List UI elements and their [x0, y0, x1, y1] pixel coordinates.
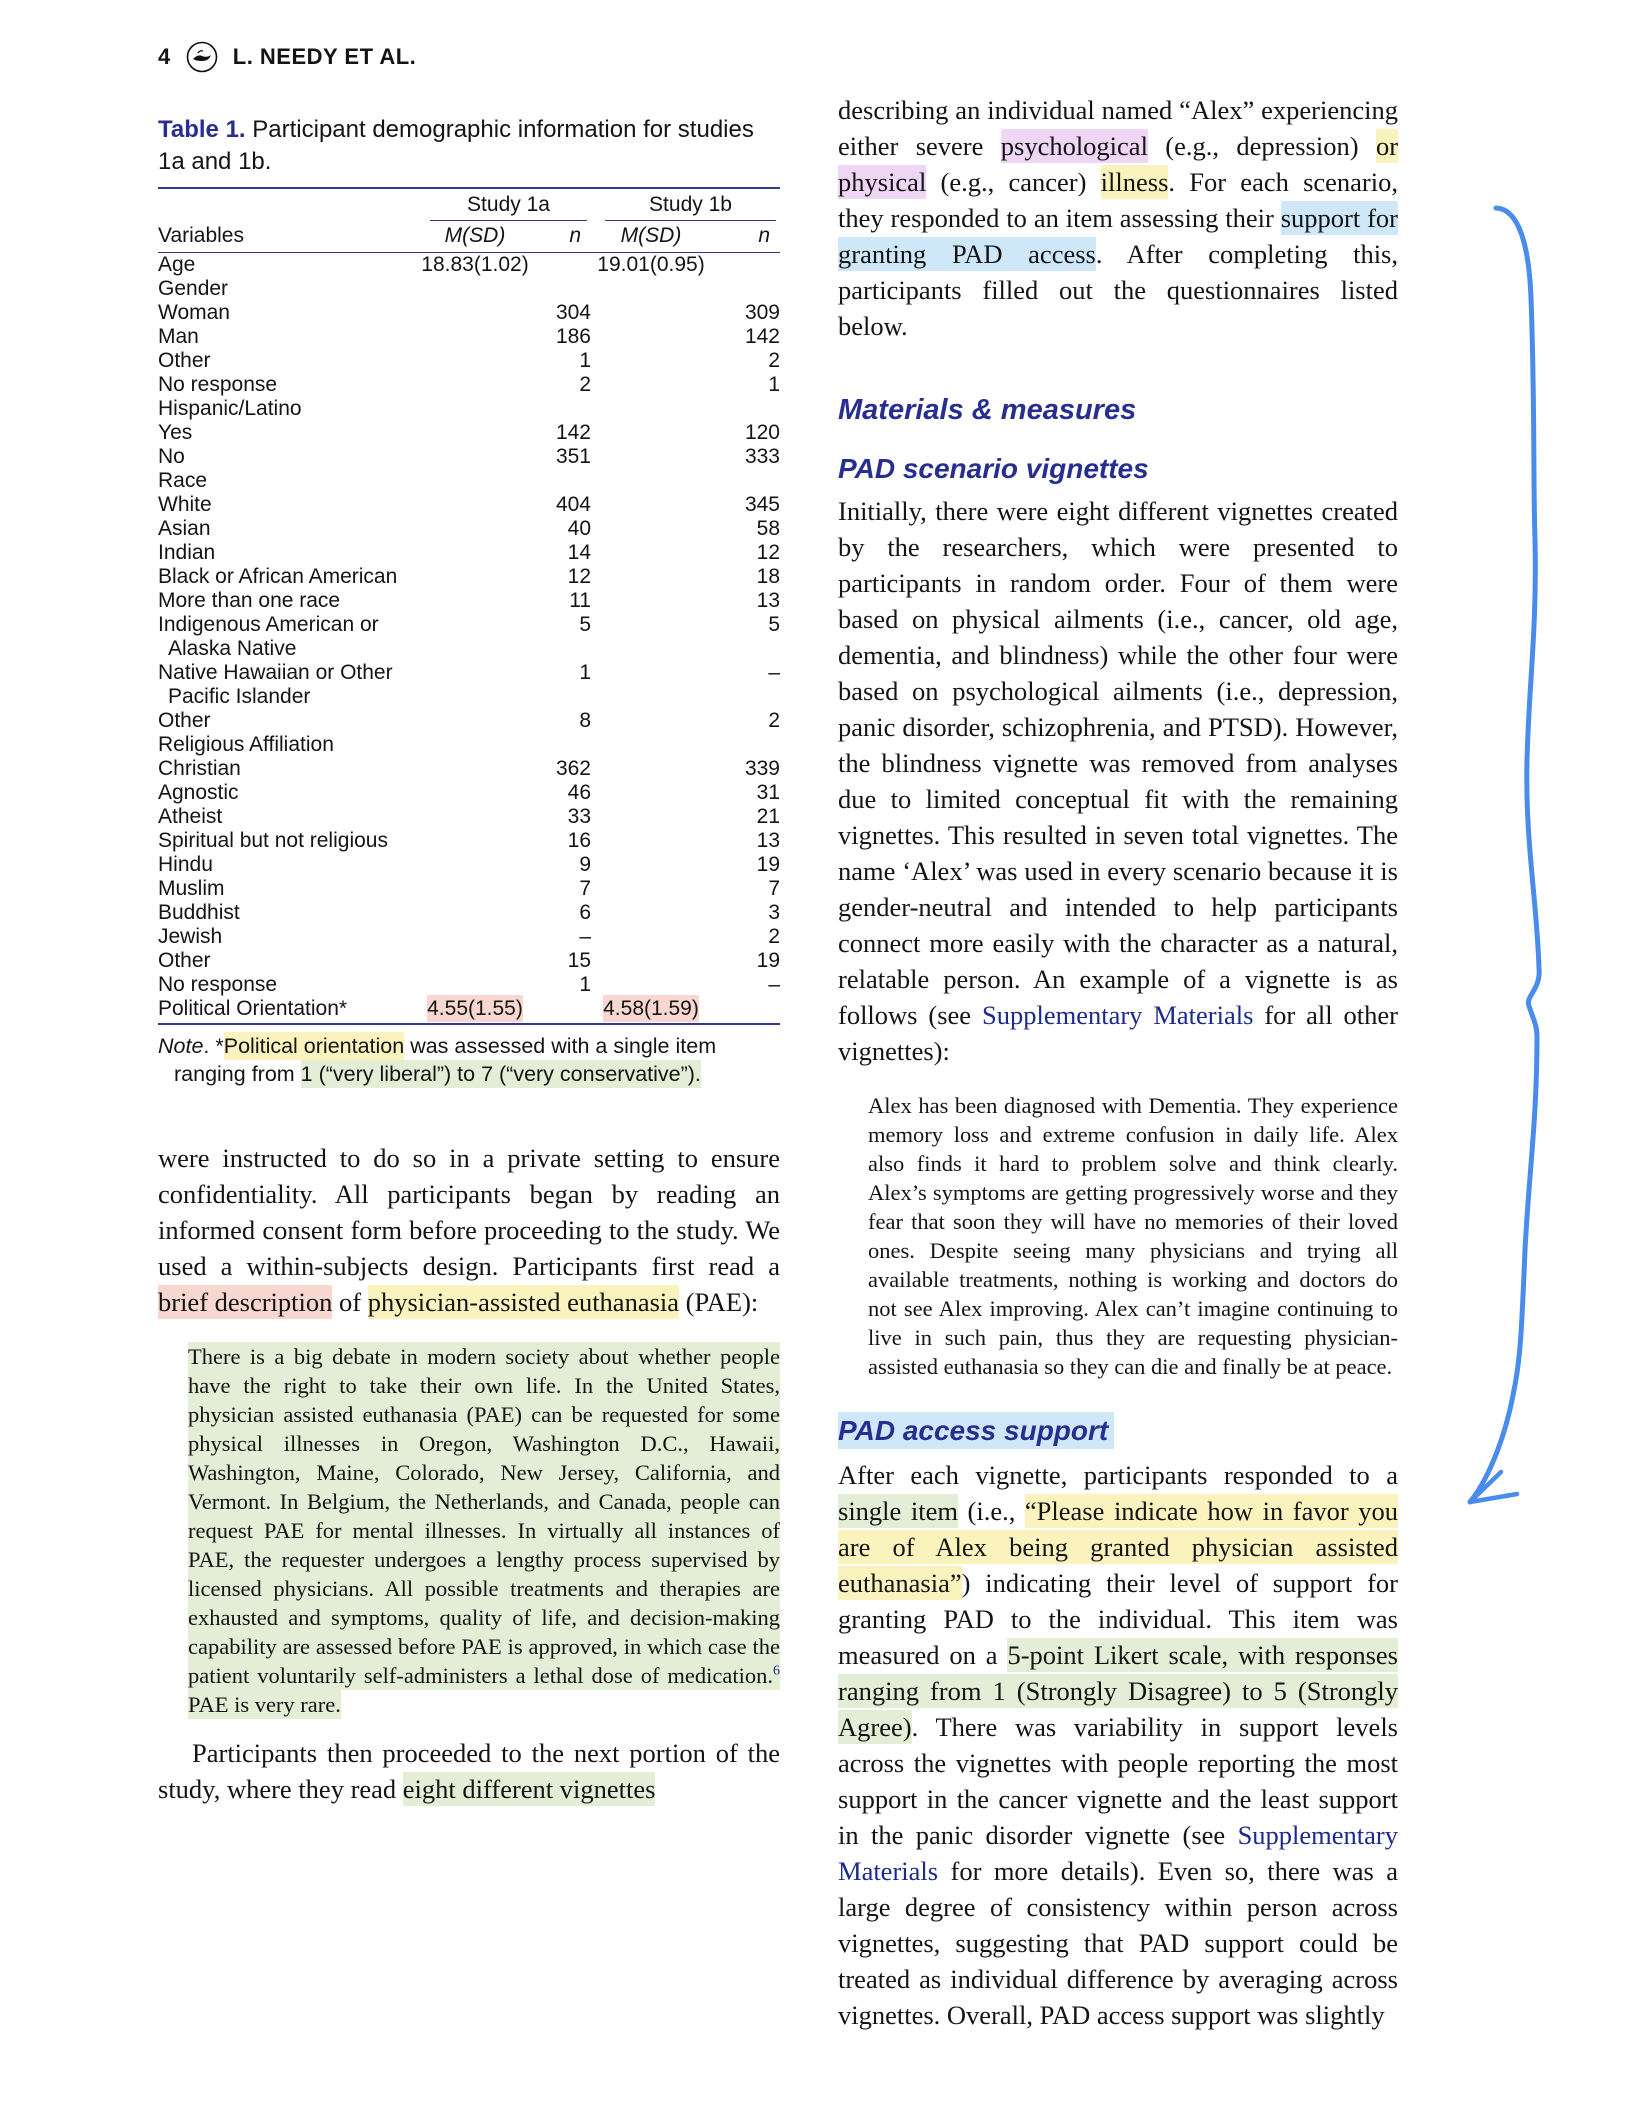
text-segment: Participants then proceeded to the next portion of the study, where they read — [158, 1738, 780, 1805]
italic-text: Note — [158, 1034, 204, 1059]
page-number: 4 — [158, 44, 171, 69]
demographics-table — [158, 187, 780, 1025]
table-row — [158, 925, 780, 949]
highlight-purple — [1001, 129, 1148, 163]
subsection-heading-pad-scenario-vignettes: PAD scenario vignettes — [838, 453, 1149, 484]
cell-variable: Religious Affiliation — [158, 733, 334, 757]
cell-msd-1b — [591, 973, 711, 997]
cell-n-1a: 304 — [555, 301, 591, 325]
cell-msd-1a — [416, 349, 534, 373]
cell-msd-1a — [416, 613, 534, 661]
cell-variable: Gender — [158, 277, 229, 301]
cell-n-1b: 58 — [756, 517, 780, 541]
highlight-purple — [838, 165, 926, 199]
alex-dementia-vignette-quote — [868, 1091, 1398, 1381]
text-segment: physical — [838, 167, 927, 197]
cell-n-1b: 12 — [756, 541, 780, 565]
table-row — [158, 661, 780, 709]
text-segment: . After completing this, participants filled out the questionnaires listed below. — [838, 239, 1398, 341]
procedure-paragraph — [158, 1140, 780, 1320]
table-row — [158, 781, 780, 805]
cell-n-1a: 351 — [555, 445, 591, 469]
cell-n-1b: 345 — [744, 493, 780, 517]
text-segment: . * — [203, 1034, 224, 1059]
cell-msd-1a — [416, 805, 534, 829]
cell-n-1a: – — [579, 925, 591, 949]
cell-msd-1a — [416, 301, 534, 325]
table-row — [158, 301, 780, 325]
text-segment: . There was variability in support levels across the vignettes with people reporting the most support in the cancer vignette and the least support in the panic disorder vignette (see — [838, 1712, 1398, 1850]
cell-variable: Black or African American — [158, 565, 398, 589]
cell-n-1b: 13 — [756, 829, 780, 853]
cell-n-1a: 1 — [579, 973, 591, 997]
text-segment: (PAE): — [679, 1287, 759, 1318]
cell-n-1a: 1 — [579, 661, 591, 685]
highlight-green — [773, 1661, 780, 1690]
cell-msd-1a — [416, 949, 534, 973]
column-group-study-1b: Study 1b — [605, 193, 776, 221]
cell-variable: Woman — [158, 301, 230, 325]
cell-variable: Muslim — [158, 877, 225, 901]
cell-variable: Asian — [158, 517, 211, 541]
text-segment: physician-assisted euthanasia — [367, 1287, 680, 1318]
cell-n-1b: 120 — [744, 421, 780, 445]
cell-variable: No — [158, 445, 185, 469]
cell-msd-1b — [591, 901, 711, 925]
text-segment: “Please indicate how in favor you are of Alex being granted physician assisted euthanasia” — [838, 1496, 1398, 1598]
cell-msd-1a — [416, 757, 534, 781]
table-row — [158, 397, 780, 421]
cell-msd-1a — [416, 973, 534, 997]
table-header — [158, 188, 780, 253]
cell-n-1b: 2 — [768, 349, 780, 373]
cell-n-1a: 7 — [579, 877, 591, 901]
cell-variable: Agnostic — [158, 781, 239, 805]
cell-n-1b: 2 — [768, 709, 780, 733]
cell-msd-1a — [416, 853, 534, 877]
table-row — [158, 541, 780, 565]
cell-variable: More than one race — [158, 589, 341, 613]
cell-msd-1a — [416, 565, 534, 589]
cell-n-1a: 5 — [579, 613, 591, 637]
text-segment: Participant demographic information for studies 1a and 1b. — [158, 116, 754, 175]
table-row — [158, 877, 780, 901]
cell-msd-1b — [591, 301, 711, 325]
cell-variable: Indian — [158, 541, 216, 565]
cell-n-1b — [711, 397, 780, 421]
cell-n-1b: 18 — [756, 565, 780, 589]
text-segment: ) indicating their level of support for granting PAD to the individual. This item was measured on a — [838, 1568, 1398, 1670]
cell-msd-1a — [416, 829, 534, 853]
text-segment: 5-point Likert scale, with responses ranging from 1 (Strongly Disagree) to 5 (Strongly Agree) — [838, 1640, 1398, 1742]
cell-n-1a: 16 — [567, 829, 591, 853]
cell-n-1b: 339 — [744, 757, 780, 781]
table-row — [158, 901, 780, 925]
cell-n-1b: 19 — [756, 949, 780, 973]
cell-msd-1b — [591, 421, 711, 445]
text-segment: 1 (“very liberal”) to 7 (“very conservative”). — [300, 1061, 701, 1086]
cell-n-1b: – — [768, 973, 780, 997]
cell-msd-1b — [591, 949, 711, 973]
text-segment: of — [332, 1287, 368, 1318]
cell-msd-1b — [591, 445, 711, 469]
pad-access-support-paragraph — [838, 1457, 1398, 2033]
table-row — [158, 517, 780, 541]
text-segment: were instructed to do so in a private setting to ensure confidentiality. All participants began by reading an informed consent form before proceeding to the study. We used a within-subjects design. Participants first read a — [158, 1143, 780, 1282]
cell-msd-1b — [591, 733, 711, 757]
cell-variable: Atheist — [158, 805, 223, 829]
cell-msd-1b — [591, 469, 711, 493]
cell-n-1a: 12 — [567, 565, 591, 589]
table-row — [158, 709, 780, 733]
cell-n-1a: 33 — [567, 805, 591, 829]
cell-variable: Native Hawaiian or Other Pacific Islander — [158, 661, 393, 709]
highlight-green — [188, 1690, 341, 1719]
cell-msd-1b — [591, 829, 711, 853]
cell-msd-1b — [591, 781, 711, 805]
transition-paragraph — [158, 1735, 780, 1807]
cell-variable: Hindu — [158, 853, 213, 877]
cell-n-1b: 13 — [756, 589, 780, 613]
cell-msd-1a — [416, 997, 534, 1024]
highlight-pink — [158, 1285, 332, 1319]
cell-msd-1a: 18.83(1.02) — [421, 253, 529, 277]
cell-msd-1a — [416, 541, 534, 565]
cell-n-1a: 46 — [567, 781, 591, 805]
highlight-yellow: Political Orientation* — [158, 997, 416, 1021]
text-segment: single item — [838, 1496, 958, 1526]
cell-msd-1a — [416, 901, 534, 925]
cell-variable: No response — [158, 373, 278, 397]
footnote-ref[interactable]: 6 — [773, 1663, 780, 1679]
cell-n-1a: 186 — [555, 325, 591, 349]
cell-msd-1a — [416, 493, 534, 517]
text-segment: (i.e., — [957, 1496, 1025, 1526]
cell-n-1a: 14 — [567, 541, 591, 565]
cell-variable: No response — [158, 973, 278, 997]
table-row — [158, 277, 780, 301]
subsection-heading-pad-access-support: PAD access support — [838, 1415, 1398, 1447]
cell-variable: Other — [158, 349, 211, 373]
column-header-msd-1a: M(SD) — [416, 221, 534, 253]
text-segment: (e.g., depression) — [1147, 131, 1376, 161]
table-row — [158, 253, 780, 278]
text-segment: brief description — [158, 1287, 333, 1318]
text-segment: After each vignette, participants responded to a — [838, 1460, 1398, 1490]
cell-msd-1b — [591, 277, 711, 301]
cell-msd-1b — [591, 565, 711, 589]
highlight-yellow — [1101, 165, 1169, 199]
table-row — [158, 349, 780, 373]
text-segment: There is a big debate in modern society about whether people have the right to take their own life. In the United States, physician assisted euthanasia (PAE) can be requested for some physical illnesses in Oregon, Washington D.C., Hawaii, Washington, Maine, Colorado, New Jersey, California, and Vermont. In Belgium, the Netherlands, and Canada, people can request PAE for mental illnesses. In virtually all instances of PAE, the requester undergoes a lengthy process supervised by licensed physicians. All possible treatments and therapies are exhausted and symptoms, quality of life, and decision-making capability are assessed before PAE is approved, in which case the patient voluntarily self-administers a lethal dose of medication. — [188, 1344, 780, 1689]
table-note — [158, 1033, 780, 1088]
table-body — [158, 253, 780, 1025]
section-heading-materials-measures: Materials & measures — [838, 394, 1137, 426]
publisher-logo-icon — [185, 40, 219, 74]
cell-n-1b: 142 — [744, 325, 780, 349]
running-head-authors: L. NEEDY ET AL. — [232, 44, 417, 69]
cell-msd-1a — [416, 445, 534, 469]
cell-msd-1a — [416, 277, 534, 301]
cell-msd-1b — [591, 589, 711, 613]
cell-msd-1a — [416, 661, 534, 709]
cell-variable: Christian — [158, 757, 241, 781]
cell-msd-1a — [416, 709, 534, 733]
cell-n-1b: 3 — [768, 901, 780, 925]
vignette-intro-paragraph — [838, 92, 1398, 344]
text-segment: support for granting PAD access — [838, 203, 1398, 269]
text-segment: illness — [1100, 167, 1169, 197]
highlight-yellow — [1376, 129, 1398, 163]
right-column — [838, 84, 1398, 2033]
pae-description-quote — [188, 1342, 780, 1719]
cell-n-1b: 2 — [768, 925, 780, 949]
table-row — [158, 589, 780, 613]
text-segment: describing an individual named “Alex” experiencing either severe — [838, 95, 1398, 161]
highlight-green — [403, 1772, 656, 1806]
cell-n-1a: 2 — [579, 373, 591, 397]
cell-variable: White — [158, 493, 212, 517]
cell-msd-1b — [591, 925, 711, 949]
table-row — [158, 733, 780, 757]
text-segment: for all other vignettes): — [838, 1000, 1398, 1066]
cell-n-1b: 333 — [744, 445, 780, 469]
highlight-yellow — [368, 1285, 679, 1319]
cell-variable: Spiritual but not religious — [158, 829, 388, 853]
left-column — [158, 84, 780, 2033]
cell-variable: Other — [158, 709, 211, 733]
table-row — [158, 829, 780, 853]
cell-variable: Hispanic/Latino — [158, 397, 302, 421]
cell-n-1b: 31 — [756, 781, 780, 805]
cell-n-1a: 15 — [567, 949, 591, 973]
text-segment: eight different vignettes — [402, 1774, 656, 1805]
cell-msd-1b — [591, 805, 711, 829]
cell-n-1a: 404 — [555, 493, 591, 517]
cell-variable: Age — [158, 253, 196, 277]
cell-msd-1a — [416, 781, 534, 805]
cell-msd-1a — [416, 517, 534, 541]
cell-msd-1b — [591, 325, 711, 349]
cell-variable: Indigenous American or Alaska Native — [158, 613, 379, 661]
cell-variable: Man — [158, 325, 199, 349]
column-header-n-1a: n — [534, 221, 591, 253]
text-segment: psychological — [1000, 131, 1148, 161]
cell-msd-1b — [591, 853, 711, 877]
cell-variable — [158, 997, 416, 1024]
cell-msd-1b — [591, 493, 711, 517]
cell-msd-1b — [591, 877, 711, 901]
cell-msd-1b: 19.01(0.95) — [597, 253, 705, 277]
caption-label: Table 1. — [158, 116, 246, 143]
cell-msd-1a — [416, 421, 534, 445]
table-row — [158, 469, 780, 493]
cell-msd-1a — [416, 469, 534, 493]
cell-msd-1b — [591, 517, 711, 541]
cell-variable: Jewish — [158, 925, 223, 949]
cell-msd-1a — [416, 877, 534, 901]
cell-msd-1a — [416, 373, 534, 397]
table-row — [158, 493, 780, 517]
table-row — [158, 973, 780, 997]
highlight-yellow — [224, 1032, 404, 1060]
cell-n-1a — [534, 997, 591, 1024]
table-row — [158, 445, 780, 469]
cell-n-1a: 6 — [579, 901, 591, 925]
cell-msd-1b — [591, 349, 711, 373]
text-segment: PAE is very rare. — [188, 1692, 341, 1718]
cell-msd-1a — [416, 325, 534, 349]
table-row — [158, 949, 780, 973]
cell-n-1b: 19 — [756, 853, 780, 877]
cell-n-1b: 309 — [744, 301, 780, 325]
highlight-pink: 4.55(1.55) — [427, 997, 523, 1021]
cell-msd-1b — [591, 757, 711, 781]
table-row — [158, 373, 780, 397]
running-header — [158, 40, 416, 74]
cell-n-1a — [534, 733, 591, 757]
cell-msd-1a — [416, 925, 534, 949]
cell-n-1b — [711, 733, 780, 757]
vignettes-paragraph — [838, 493, 1398, 1069]
text-segment: Alex has been diagnosed with Dementia. They experience memory loss and extreme confusion in daily life. Alex also finds it hard to problem solve and think clearly. Alex’s symptoms are getting progressively worse and they fear that soon they will have no memories of their loved ones. Despite seeing many physicians and trying all available treatments, nothing is working and doctors do not see Alex improving. Alex can’t imagine continuing to live in such pain, thus they are requesting physician-assisted euthanasia so they can die and finally be at peace. — [868, 1093, 1398, 1379]
highlight-green — [188, 1342, 780, 1690]
cell-n-1a: 362 — [555, 757, 591, 781]
cell-n-1b — [711, 997, 780, 1024]
cell-n-1b: – — [768, 661, 780, 685]
cell-msd-1b — [591, 541, 711, 565]
text-segment: Political orientation — [223, 1034, 405, 1059]
cell-n-1a — [534, 469, 591, 493]
cell-msd-1b — [591, 373, 711, 397]
cell-n-1a: 9 — [579, 853, 591, 877]
table-row — [158, 613, 780, 661]
cell-msd-1a — [416, 589, 534, 613]
cell-variable: Buddhist — [158, 901, 240, 925]
supplementary-materials-link[interactable]: Supplementary Materials — [981, 1000, 1254, 1030]
cell-n-1b: 1 — [768, 373, 780, 397]
cell-msd-1b — [591, 997, 711, 1024]
cell-msd-1a — [416, 733, 534, 757]
cell-n-1b: 5 — [768, 613, 780, 637]
table-row — [158, 421, 780, 445]
table-caption — [158, 114, 780, 177]
table-row — [158, 325, 780, 349]
spanner-empty-cell — [158, 188, 416, 221]
column-header-msd-1b: M(SD) — [591, 221, 711, 253]
column-group-study-1a: Study 1a — [430, 193, 587, 221]
cell-n-1a: 142 — [555, 421, 591, 445]
column-header-variables: Variables — [158, 221, 416, 253]
supplementary-materials-link[interactable]: Supplementary Materials — [838, 1820, 1398, 1886]
cell-n-1b — [711, 277, 780, 301]
cell-msd-1b — [591, 397, 711, 421]
text-segment: Initially, there were eight different vignettes created by the researchers, which were presented to participants in random order. Four of them were based on physical ailments (i.e., cancer, old age, dementia, and blindness) while the other four were based on psychological ailments (i.e., depression, panic disorder, schizophrenia, and PTSD). However, the blindness vignette was removed from analyses due to limited conceptual fit with the remaining vignettes. This resulted in seven total vignettes. The name ‘Alex’ was used in every scenario because it is gender-neutral and intended to help participants connect more easily with the character as a natural, relatable person. An example of a vignette is as follows (see — [838, 496, 1398, 1030]
handdrawn-arrow-annotation — [1425, 180, 1605, 1525]
cell-n-1a — [534, 397, 591, 421]
text-segment: for more details). Even so, there was a large degree of consistency within person across vignettes, suggesting that PAD support could be treated as individual difference by averaging across vignettes. Overall, PAD access support was slightly — [838, 1856, 1398, 2030]
highlight-green — [301, 1060, 701, 1088]
cell-variable: Race — [158, 469, 208, 493]
cell-n-1a — [534, 277, 591, 301]
cell-n-1a: 8 — [579, 709, 591, 733]
table-row — [158, 565, 780, 589]
cell-msd-1a — [416, 397, 534, 421]
two-column-layout — [158, 84, 1398, 2033]
column-header-n-1b: n — [711, 221, 780, 253]
highlight-pink: 4.58(1.59) — [603, 997, 699, 1021]
cell-n-1b: 21 — [756, 805, 780, 829]
cell-n-1a — [534, 253, 591, 278]
cell-n-1a: 11 — [569, 589, 591, 613]
text-segment: (e.g., cancer) — [926, 167, 1101, 197]
table-row — [158, 853, 780, 877]
cell-variable: Yes — [158, 421, 193, 445]
highlight-green — [838, 1494, 958, 1528]
cell-msd-1b — [591, 709, 711, 733]
cell-variable: Other — [158, 949, 211, 973]
cell-msd-1b — [591, 613, 711, 661]
cell-n-1b — [711, 469, 780, 493]
table-row — [158, 757, 780, 781]
table-row — [158, 997, 780, 1024]
table-row — [158, 805, 780, 829]
cell-msd-1b — [591, 661, 711, 709]
text-segment: . For each scenario, they responded to an item assessing their — [838, 167, 1398, 233]
cell-n-1b — [711, 253, 780, 278]
text-segment: was assessed with a single item ranging from — [174, 1034, 717, 1086]
text-segment: or — [1375, 131, 1399, 161]
cell-n-1a: 40 — [567, 517, 591, 541]
cell-n-1b: 7 — [768, 877, 780, 901]
cell-n-1a: 1 — [579, 349, 591, 373]
